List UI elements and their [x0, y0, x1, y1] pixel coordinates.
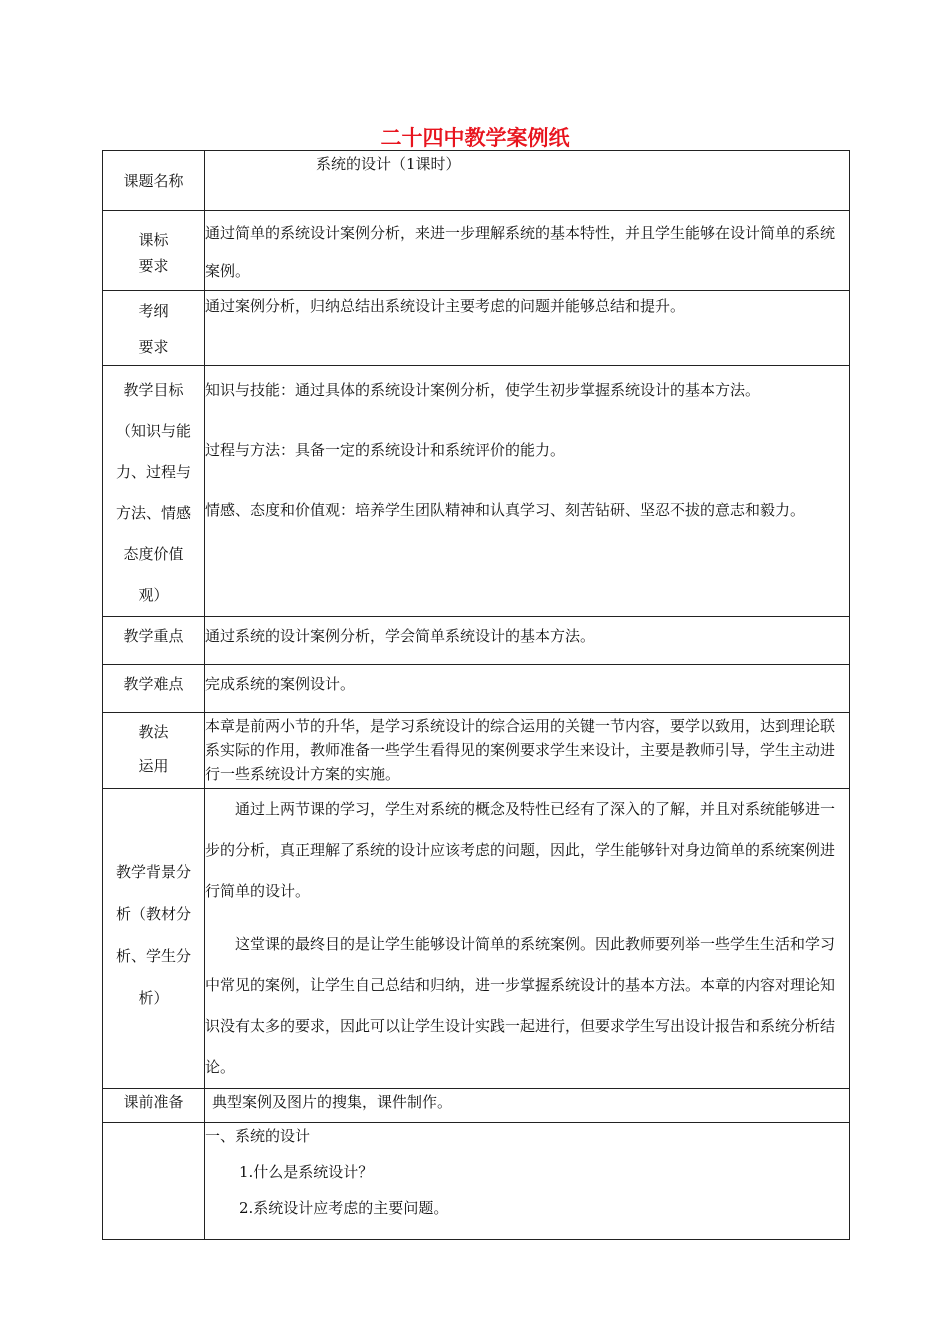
label-key-point — [103, 617, 205, 665]
cell-background — [205, 789, 850, 1089]
row-exam — [103, 291, 850, 366]
label-objectives-line: 方法、情感 — [115, 504, 191, 522]
label-topic-text: 课题名称 — [123, 172, 184, 190]
label-method — [103, 713, 205, 789]
cell-prep — [205, 1089, 850, 1123]
label-key-point-text: 教学重点 — [123, 627, 184, 645]
cell-difficulty — [205, 665, 850, 713]
row-difficulty — [103, 665, 850, 713]
row-method — [103, 713, 850, 789]
objective-attitude: 情感、态度和价值观：培养学生团队精神和认真学习、刻苦钻研、坚忍不拔的意志和毅力。 — [205, 501, 806, 519]
cell-key-point — [205, 617, 850, 665]
background-paragraph: 这堂课的最终目的是让学生能够设计简单的系统案例。因此教师要列举一些学生生活和学习中常见的案例，让学生自己总结和归纳，进一步掌握系统设计的基本方法。本章的内容对理论知识没有太多的要求，因此可以让学生设计实践一起进行，但要求学生写出设计报告和系统分析结论。 — [205, 935, 836, 1076]
row-standard — [103, 211, 850, 291]
label-background-line: 析（教材分 — [115, 905, 191, 923]
label-background-line: 析、学生分 — [115, 947, 191, 965]
row-background — [103, 789, 850, 1089]
label-method-line: 运用 — [138, 757, 169, 775]
row-process — [103, 1123, 850, 1240]
cell-exam — [205, 291, 850, 366]
label-difficulty — [103, 665, 205, 713]
row-objectives — [103, 366, 850, 617]
label-topic — [103, 151, 205, 211]
label-standard-line: 课标 — [138, 231, 169, 249]
cell-method — [205, 713, 850, 789]
cell-objectives — [205, 366, 850, 617]
exam-value: 通过案例分析，归纳总结出系统设计主要考虑的问题并能够总结和提升。 — [205, 297, 686, 315]
method-value: 本章是前两小节的升华，是学习系统设计的综合运用的关键一节内容，要学以致用，达到理论联系实际的作用，教师准备一些学生看得见的案例要求学生来设计，主要是教师引导，学生主动进行一些系统设计方案的实施。 — [205, 717, 836, 783]
label-standard — [103, 211, 205, 291]
label-objectives — [103, 366, 205, 617]
lesson-plan-table — [102, 150, 850, 1240]
label-objectives-line: 力、过程与 — [115, 463, 191, 481]
row-prep — [103, 1089, 850, 1123]
key-point-value: 通过系统的设计案例分析，学会简单系统设计的基本方法。 — [205, 627, 596, 645]
label-background — [103, 789, 205, 1089]
label-prep-text: 课前准备 — [123, 1093, 184, 1111]
objective-knowledge: 知识与技能：通过具体的系统设计案例分析，使学生初步掌握系统设计的基本方法。 — [205, 381, 761, 399]
label-exam — [103, 291, 205, 366]
background-paragraph: 通过上两节课的学习，学生对系统的概念及特性已经有了深入的了解，并且对系统能够进一步的分析，真正理解了系统的设计应该考虑的问题，因此，学生能够针对身边简单的系统案例进行简单的设计。 — [205, 800, 836, 900]
cell-standard — [205, 211, 850, 291]
process-item: 2.系统设计应考虑的主要问题。 — [239, 1199, 449, 1217]
label-background-line: 析） — [138, 989, 169, 1007]
label-background-line: 教学背景分 — [115, 863, 191, 881]
label-process — [103, 1123, 205, 1240]
label-exam-line: 要求 — [138, 338, 169, 356]
label-objectives-line: 态度价值 — [123, 545, 184, 563]
standard-value: 通过简单的系统设计案例分析，来进一步理解系统的基本特性，并且学生能够在设计简单的系统案例。 — [205, 224, 836, 280]
label-objectives-line: （知识与能 — [115, 422, 191, 440]
cell-process — [205, 1123, 850, 1240]
cell-topic — [205, 151, 850, 211]
label-objectives-line: 教学目标 — [123, 381, 184, 399]
label-standard-line: 要求 — [138, 257, 169, 275]
process-heading: 一、系统的设计 — [205, 1127, 311, 1145]
page-title: 二十四中教学案例纸 — [380, 126, 570, 150]
label-difficulty-text: 教学难点 — [123, 675, 184, 693]
topic-value: 系统的设计（1课时） — [316, 155, 461, 173]
row-topic — [103, 151, 850, 211]
prep-value: 典型案例及图片的搜集，课件制作。 — [212, 1093, 453, 1111]
label-objectives-line: 观） — [138, 586, 169, 604]
process-item: 1.什么是系统设计？ — [239, 1163, 374, 1181]
row-key-point — [103, 617, 850, 665]
label-prep — [103, 1089, 205, 1123]
label-method-line: 教法 — [138, 723, 169, 741]
difficulty-value: 完成系统的案例设计。 — [205, 675, 356, 693]
objective-process: 过程与方法：具备一定的系统设计和系统评价的能力。 — [205, 441, 566, 459]
label-exam-line: 考纲 — [138, 302, 169, 320]
